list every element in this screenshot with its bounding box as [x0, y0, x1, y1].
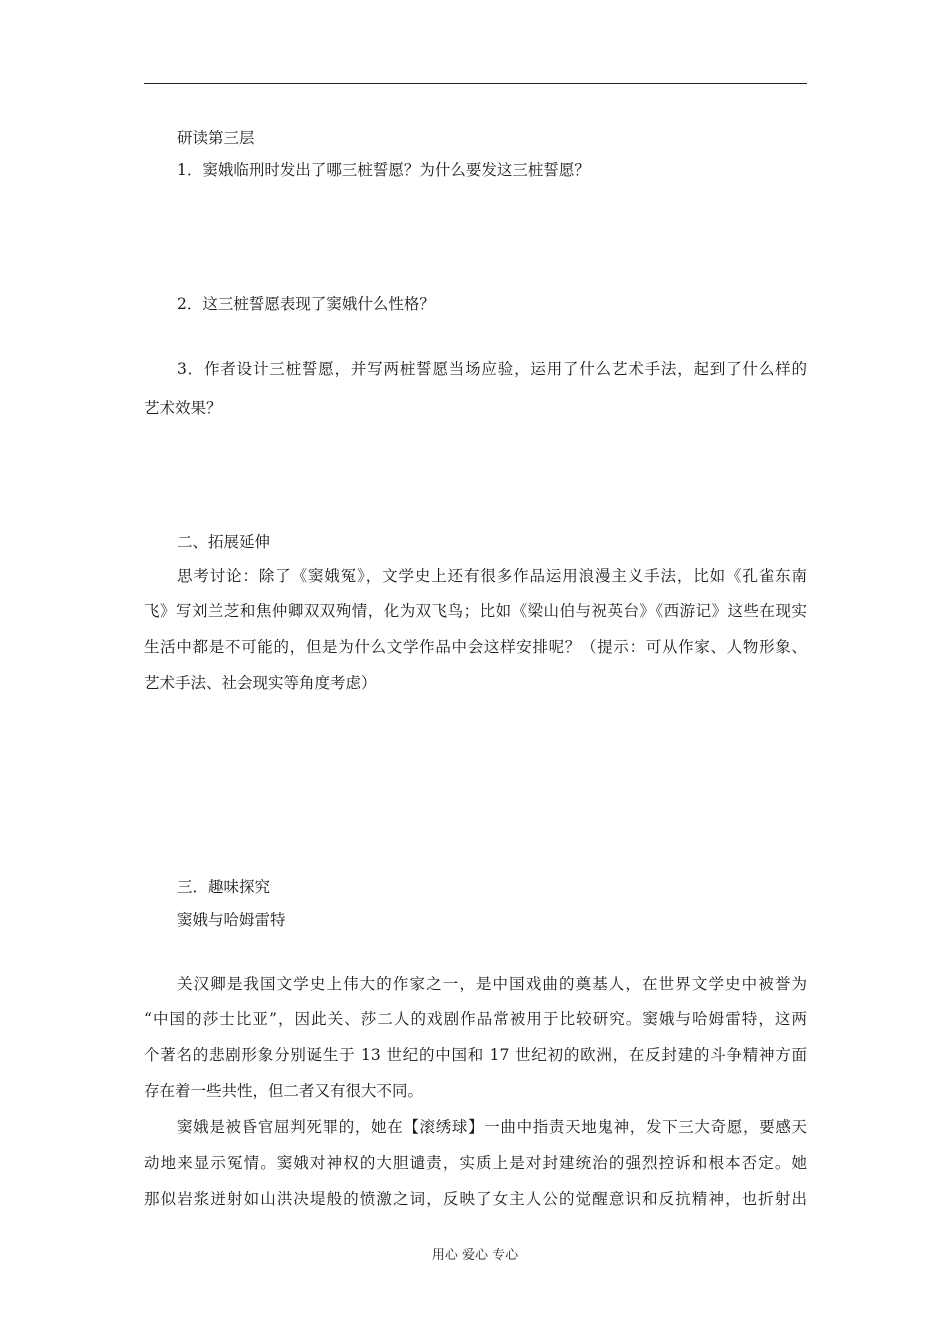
extension-line-4: 艺术手法、社会现实等角度考虑） [144, 674, 377, 692]
question-1: 1．窦娥临刑时发出了哪三桩誓愿？为什么要发这三桩誓愿？ [177, 161, 590, 179]
inquiry-subtitle: 窦娥与哈姆雷特 [177, 911, 286, 929]
paragraph-2-line-2: 动地来显示冤情。窦娥对神权的大胆谴责，实质上是对封建统治的强烈控诉和根本否定。她 [144, 1154, 807, 1172]
extension-line-1: 思考讨论：除了《窦娥冤》，文学史上还有很多作品运用浪漫主义手法，比如《孔雀东南 [177, 567, 807, 585]
section-heading-inquiry: 三．趣味探究 [177, 878, 271, 896]
question-3-line-1: 3．作者设计三桩誓愿，并写两桩誓愿当场应验，运用了什么艺术手法，起到了什么样的 [177, 360, 807, 378]
question-3-line-2: 艺术效果？ [144, 399, 222, 417]
paragraph-1-line-4: 存在着一些共性，但二者又有很大不同。 [144, 1082, 424, 1100]
extension-line-2: 飞》写刘兰芝和焦仲卿双双殉情，化为双飞鸟；比如《梁山伯与祝英台》《西游记》这些在现实 [144, 602, 807, 620]
paragraph-2-line-3: 那似岩浆迸射如山洪决堤般的愤激之词，反映了女主人公的觉醒意识和反抗精神，也折射出 [144, 1190, 807, 1208]
page-footer: 用心 爱心 专心 [431, 1248, 519, 1263]
paragraph-1-line-1: 关汉卿是我国文学史上伟大的作家之一，是中国戏曲的奠基人，在世界文学史中被誉为 [177, 975, 807, 993]
section-heading-extension: 二、拓展延伸 [177, 533, 271, 551]
header-rule [144, 83, 807, 84]
question-2: 2．这三桩誓愿表现了窦娥什么性格？ [177, 295, 435, 313]
extension-line-3: 生活中都是不可能的，但是为什么文学作品中会这样安排呢？（提示：可从作家、人物形象、 [144, 638, 807, 656]
paragraph-1-line-3: 个著名的悲剧形象分别诞生于 13 世纪的中国和 17 世纪初的欧洲，在反封建的斗争精神方面 [144, 1046, 807, 1064]
section-heading-reading: 研读第三层 [177, 129, 255, 147]
paragraph-1-line-2: “中国的莎士比亚”，因此关、莎二人的戏剧作品常被用于比较研究。窦娥与哈姆雷特，这两 [144, 1010, 807, 1028]
paragraph-2-line-1: 窦娥是被昏官屈判死罪的，她在【滚绣球】一曲中指责天地鬼神，发下三大奇愿，要感天 [177, 1118, 807, 1136]
